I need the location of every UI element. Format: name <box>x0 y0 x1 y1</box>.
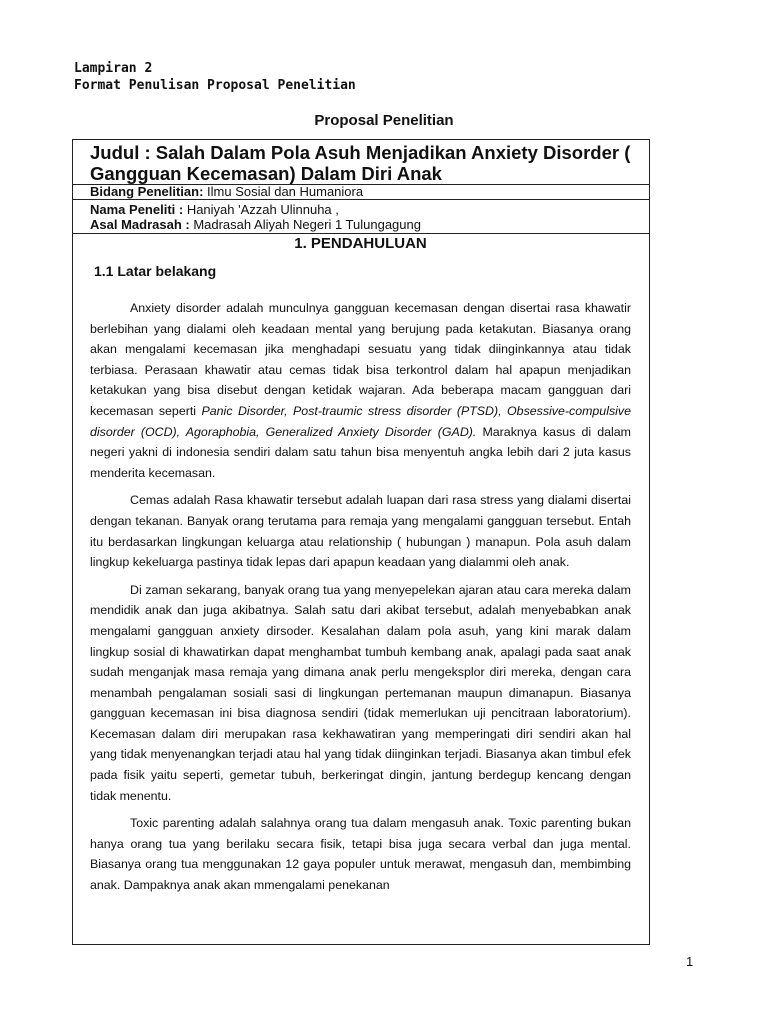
paragraph-2: Cemas adalah Rasa khawatir tersebut adalah luapan dari rasa stress yang dialami disertai dengan tekanan. Banyak orang terutama para remaja yang mengalami gangguan tersebut. Entah itu berdasarkan lingkungan keluarga atau relationship ( hubungan ) manapun. Pola asuh dalam lingkup kekeluarga pastinya tidak lepas dari apapun keadaan yang dialammi oleh anak. <box>90 493 631 570</box>
paragraph-3: Di zaman sekarang, banyak orang tua yang menyepelekan ajaran atau cara mereka dalam mendidik anak dan juga akibatnya. Salah satu dari akibat tersebut, adalah menyebabkan anak mengalami gangguan anxiety dirsoder. Kesalahan dalam pola asuh, yang kini marak dalam lingkup sosial di khawatirkan dapat menghambat tumbuh kembang anak, apalagi pada saat anak sudah menganjak masa remaja yang dimana anak perlu mengeksplor diri mereka, dengan cara menambah pengalaman sosiali sasi di lingkungan pertemanan maupun dimanapun. Biasanya gangguan kecemasan ini bisa diagnosa sendiri (tidak memerlukan uji pencitraan laboratorium). Kecemasan dalam diri merupakan rasa kekhawatiran yang memperingati diri sendiri akan hal yang tidak menyenangkan terjadi atau hal yang tidak diinginkan terjadi. Biasanya akan timbul efek pada fisik yaitu seperti, gemetar tubuh, berkeringat dingin, jantung berdegup kencang dengan tidak menentu. <box>90 582 631 803</box>
attachment-label: Lampiran 2 <box>74 61 153 76</box>
proposal-judul: Judul : Salah Dalam Pola Asuh Menjadikan Anxiety Disorder ( Gangguan Kecemasan) Dalam Diri Anak <box>90 142 631 184</box>
paragraph-1-part-b: Maraknya kasus di dalam negeri yakni di indonesia sendiri dalam satu tahun bisa menyentuh angka lebih dari 2 juta kasus menderita kecemasan. <box>90 424 631 480</box>
paragraph-1-part-a: Anxiety disorder adalah munculnya gangguan kecemasan dengan disertai rasa khawatir berlebihan yang dialami oleh keadaan mental yang berujung pada ketakutan. Biasanya orang akan mengalami kecemasan jika menghadapi sesuatu yang tidak diinginkannya atau tidak terbiasa. Perasaan khawatir atau cemas tidak bisa terkontrol dalam hal apapun menjadikan ketakukan yang bisa disebut dengan ketidak wajaran. Ada beberapa macam gangguan dari kecemasan seperti <box>90 301 631 418</box>
paragraph-1-italic: Panic Disorder, Post-traumic stress disorder (PTSD), Obsessive-compulsive disorder (OCD), Agoraphobia, Generalized Anxiety Disorder (GAD). <box>90 403 631 439</box>
section-pendahuluan <box>73 233 649 896</box>
proposal-frame <box>72 139 650 945</box>
body-text <box>90 298 631 896</box>
bidang-value: Ilmu Sosial dan Humaniora <box>203 184 364 199</box>
nama-value: Haniyah 'Azzah Ulinnuha , <box>183 202 339 217</box>
attachment-header <box>74 60 356 94</box>
document-title: Proposal Penelitian <box>314 112 454 129</box>
subsection-heading: 1.1 Latar belakang <box>94 263 217 279</box>
asal-value: Madrasah Aliyah Negeri 1 Tulungagung <box>189 217 421 232</box>
paragraph-1 <box>90 298 631 483</box>
paragraph-4: Toxic parenting adalah salahnya orang tua dalam mengasuh anak. Toxic parenting bukan hanya orang tua yang berilaku secara fisik, tetapi bisa juga secara verbal dan juga mental. Biasanya orang tua menggunakan 12 gaya populer untuk merawat, mengasuh dan, membimbing anak. Dampaknya anak akan mmengalami penekanan <box>90 816 631 893</box>
section-heading: 1. PENDAHULUAN <box>294 235 427 252</box>
bidang-label: Bidang Penelitian: <box>90 184 204 199</box>
asal-label: Asal Madrasah : <box>90 217 190 232</box>
researcher-row <box>73 199 649 233</box>
bidang-row <box>73 184 649 199</box>
format-label: Format Penulisan Proposal Penelitian <box>74 78 356 93</box>
page-number: 1 <box>686 954 694 969</box>
nama-label: Nama Peneliti : <box>90 202 184 217</box>
